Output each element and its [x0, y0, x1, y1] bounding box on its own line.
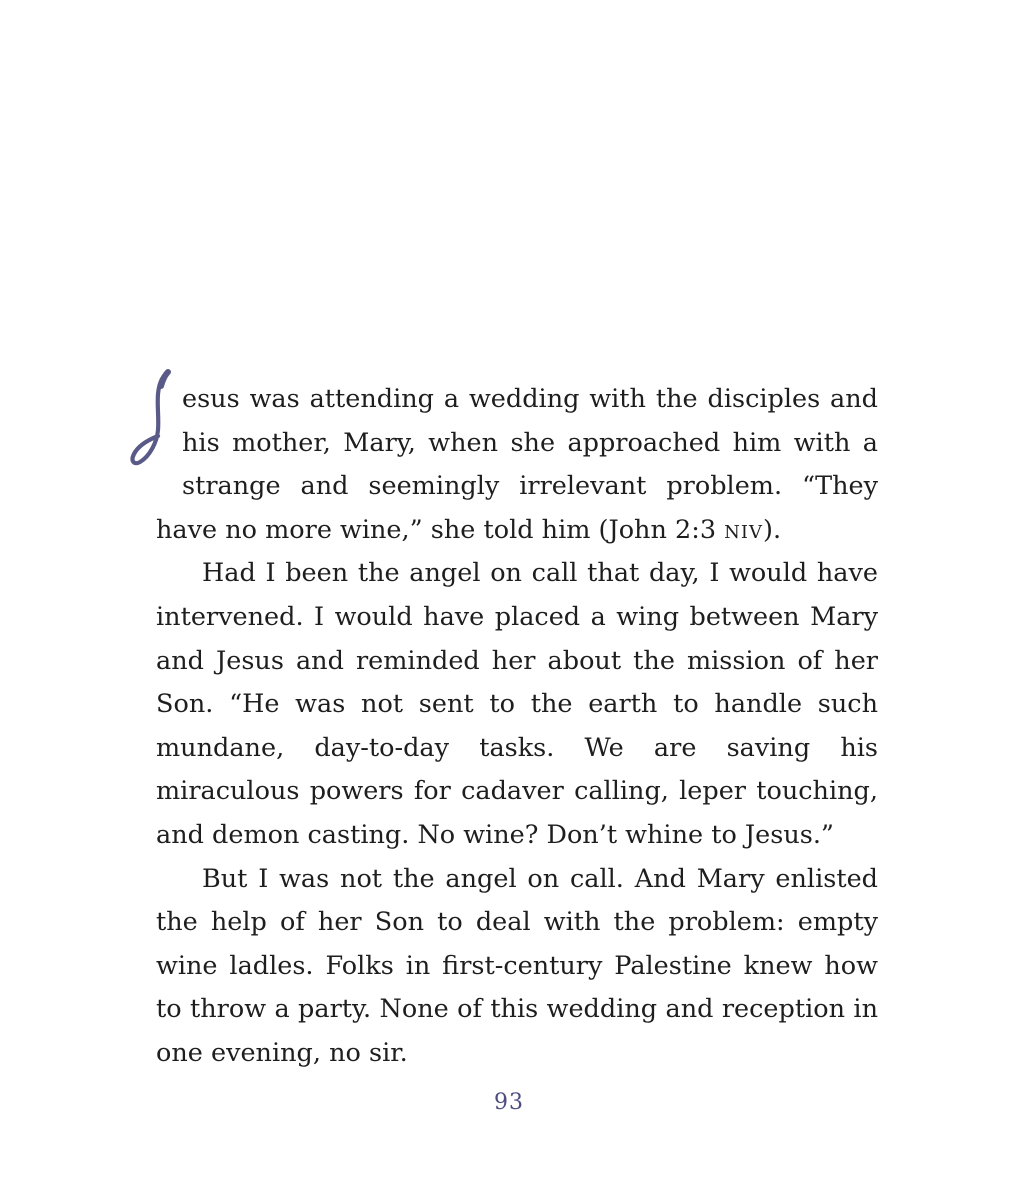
paragraph-3: But I was not the angel on call. And Mary enlisted the help of her Son to deal with the problem: empty wine ladles. Folks in first-century Palestine knew how to throw a party. None of this wedding and reception in one evening, no sir.	[156, 863, 878, 1068]
paragraph-1	[156, 378, 878, 552]
paragraph-1-end: ).	[763, 514, 782, 545]
paragraph-2: Had I been the angel on call that day, I would have intervened. I would have placed a wing between Mary and Jesus and reminded her about the mission of her Son. “He was not sent to the earth to handle such mundane, day-to-day tasks. We are saving his miraculous powers for cadaver calling, leper touching, and demon casting. No wine? Don’t whine to Jesus.”	[156, 558, 878, 850]
page-number: 93	[494, 1090, 524, 1115]
drop-cap-j-glyph	[132, 370, 184, 470]
paragraph-1-text: esus was attending a wedding with the disciples and his mother, Mary, when she approached him with a strange and seemingly irrelevant problem. “They have no more wine,” she told him (John 2:3	[156, 384, 878, 545]
drop-cap	[134, 378, 182, 470]
bible-version: niv	[724, 514, 764, 545]
body-text	[156, 378, 878, 1076]
